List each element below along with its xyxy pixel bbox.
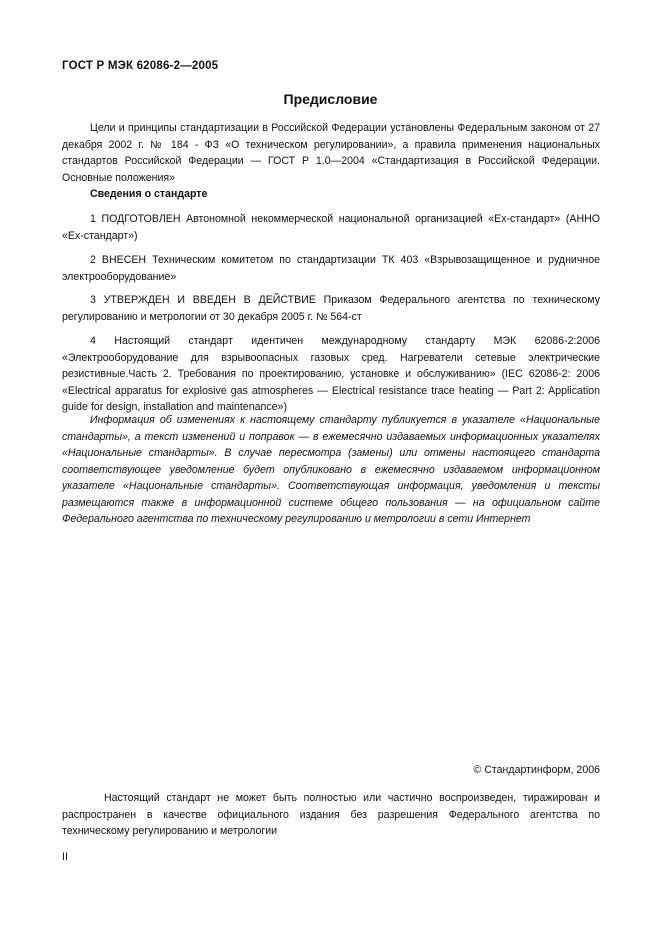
item-3-text: 3 УТВЕРЖДЕН И ВВЕДЕН В ДЕЙСТВИЕ Приказом Федерального агентства по техническому регулированию и метрологии от 30 декабря 2005 г. № 564-ст	[62, 294, 600, 323]
item-2-text: 2 ВНЕСЕН Техническим комитетом по стандартизации ТК 403 «Взрывозащищенное и рудничное электрооборудование»	[62, 254, 600, 283]
legal-notice-text: Настоящий стандарт не может быть полностью или частично воспроизведен, тиражирован и распространен в качестве официального издания без разрешения Федерального агентства по техническому регулированию и метрологии	[62, 792, 600, 837]
section-heading	[62, 186, 600, 203]
item-1	[62, 211, 600, 244]
section-heading-text: Сведения о стандарте	[90, 188, 208, 200]
info-notice	[62, 412, 600, 528]
item-1-text: 1 ПОДГОТОВЛЕН Автономной некоммерческой национальной организацией «Ех-стандарт» (АННО «Ех-стандарт»)	[62, 213, 600, 242]
copyright: © Стандартинформ, 2006	[473, 764, 600, 776]
item-3	[62, 292, 600, 325]
intro-paragraph	[62, 120, 600, 186]
info-notice-text: Информация об изменениях к настоящему стандарту публикуется в указателе «Национальные стандарты», а текст изменений и поправок — в ежемесячно издаваемых информационных указателях «Национальные стандарты». В случае пересмотра (замены) или отмены настоящего стандарта соответствующее уведомление будет опубликовано в ежемесячно издаваемом информационном указателе «Национальные стандарты». Соответствующая информация, уведомления и тексты размещаются также в информационной системе общего пользования — на официальном сайте Федерального агентства по техническому регулированию и метрологии в сети Интернет	[62, 414, 600, 525]
intro-text: Цели и принципы стандартизации в Российской Федерации установлены Федеральным законом от 27 декабря 2002 г. № 184 - ФЗ «О техническом регулировании», а правила применения национальных стандартов Российской Федерации — ГОСТ Р 1.0—2004 «Стандартизация в Российской Федерации. Основные положения»	[62, 122, 600, 184]
item-4	[62, 333, 600, 416]
item-2	[62, 252, 600, 285]
page-number: II	[62, 851, 68, 863]
legal-notice	[62, 790, 600, 840]
document-header: ГОСТ Р МЭК 62086-2—2005	[62, 60, 219, 72]
page-title: Предисловие	[283, 91, 378, 107]
item-4-text: 4 Настоящий стандарт идентичен международному стандарту МЭК 62086-2:2006 «Электрооборудование для взрывоопасных газовых сред. Нагреватели сетевые электрические резистивные.Часть 2. Требования по проектированию, установке и обслуживанию» (IEC 62086-2: 2006 «Electrical apparatus for explosive gas atmospheres — Electrical resistance trace heating — Part 2: Application guide for design, installation and maintenance»)	[62, 335, 600, 413]
